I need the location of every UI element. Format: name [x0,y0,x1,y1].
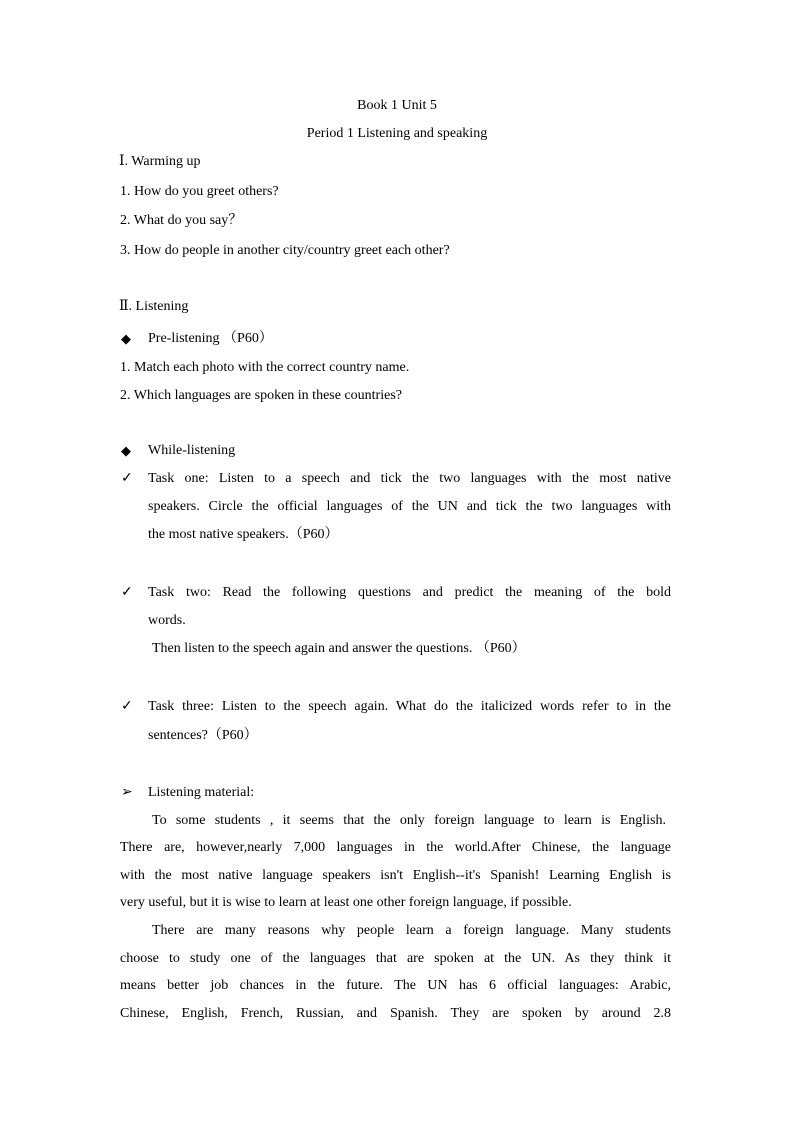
material-paragraph-1-line-4: very useful, but it is wise to learn at least one other foreign language, if possible. [120,895,572,910]
task-two-line-3: Then listen to the speech again and answer the questions. （P60） [152,641,526,656]
document-title: Book 1 Unit 5 [357,98,437,113]
task-two-line-1: Task two: Read the following questions and predict the meaning of the bold [148,585,671,600]
arrow-bullet-icon: ➢ [121,785,133,800]
pre-listening-label: Pre-listening （P60） [148,331,273,346]
task-three-line-1: Task three: Listen to the speech again. What do the italicized words refer to in the [148,699,671,714]
material-paragraph-2-line-2: choose to study one of the languages that are spoken at the UN. As they think it [120,951,671,966]
listening-heading: Ⅱ. Listening [119,299,189,314]
diamond-bullet-icon: ◆ [121,331,131,346]
while-listening-label: While-listening [148,443,236,458]
material-paragraph-1-line-3: with the most native language speakers isn't English--it's Spanish! Learning English is [120,868,671,883]
material-paragraph-2-line-4: Chinese, English, French, Russian, and Spanish. They are spoken by around 2.8 [120,1006,671,1021]
material-paragraph-1-line-1: To some students , it seems that the only foreign language to learn is English. [152,813,666,828]
task-one-line-1: Task one: Listen to a speech and tick the two languages with the most native [148,471,671,486]
warming-question-3: 3. How do people in another city/country greet each other? [120,243,450,258]
warming-question-2: 2. What do you say？ [120,213,243,228]
checkmark-icon: ✓ [121,585,133,600]
task-one-line-2: speakers. Circle the official languages of the UN and tick the two languages with [148,499,671,514]
checkmark-icon: ✓ [121,699,133,714]
task-two-line-2: words. [148,613,186,628]
checkmark-icon: ✓ [121,471,133,486]
pre-listening-question-2: 2. Which languages are spoken in these countries? [120,388,402,403]
listening-material-label: Listening material: [148,785,255,800]
warming-question-1: 1. How do you greet others? [120,184,279,199]
document-subtitle: Period 1 Listening and speaking [306,126,488,141]
material-paragraph-1-line-2: There are, however,nearly 7,000 languages in the world.After Chinese, the language [120,840,671,855]
material-paragraph-2-line-1: There are many reasons why people learn a foreign language. Many students [152,923,671,938]
task-three-line-2: sentences?（P60） [148,728,258,743]
pre-listening-question-1: 1. Match each photo with the correct country name. [120,360,410,375]
warming-heading: Ⅰ. Warming up [119,154,201,169]
task-one-line-3: the most native speakers.（P60） [148,527,339,542]
diamond-bullet-icon: ◆ [121,443,131,458]
material-paragraph-2-line-3: means better job chances in the future. The UN has 6 official languages: Arabic, [120,978,671,993]
